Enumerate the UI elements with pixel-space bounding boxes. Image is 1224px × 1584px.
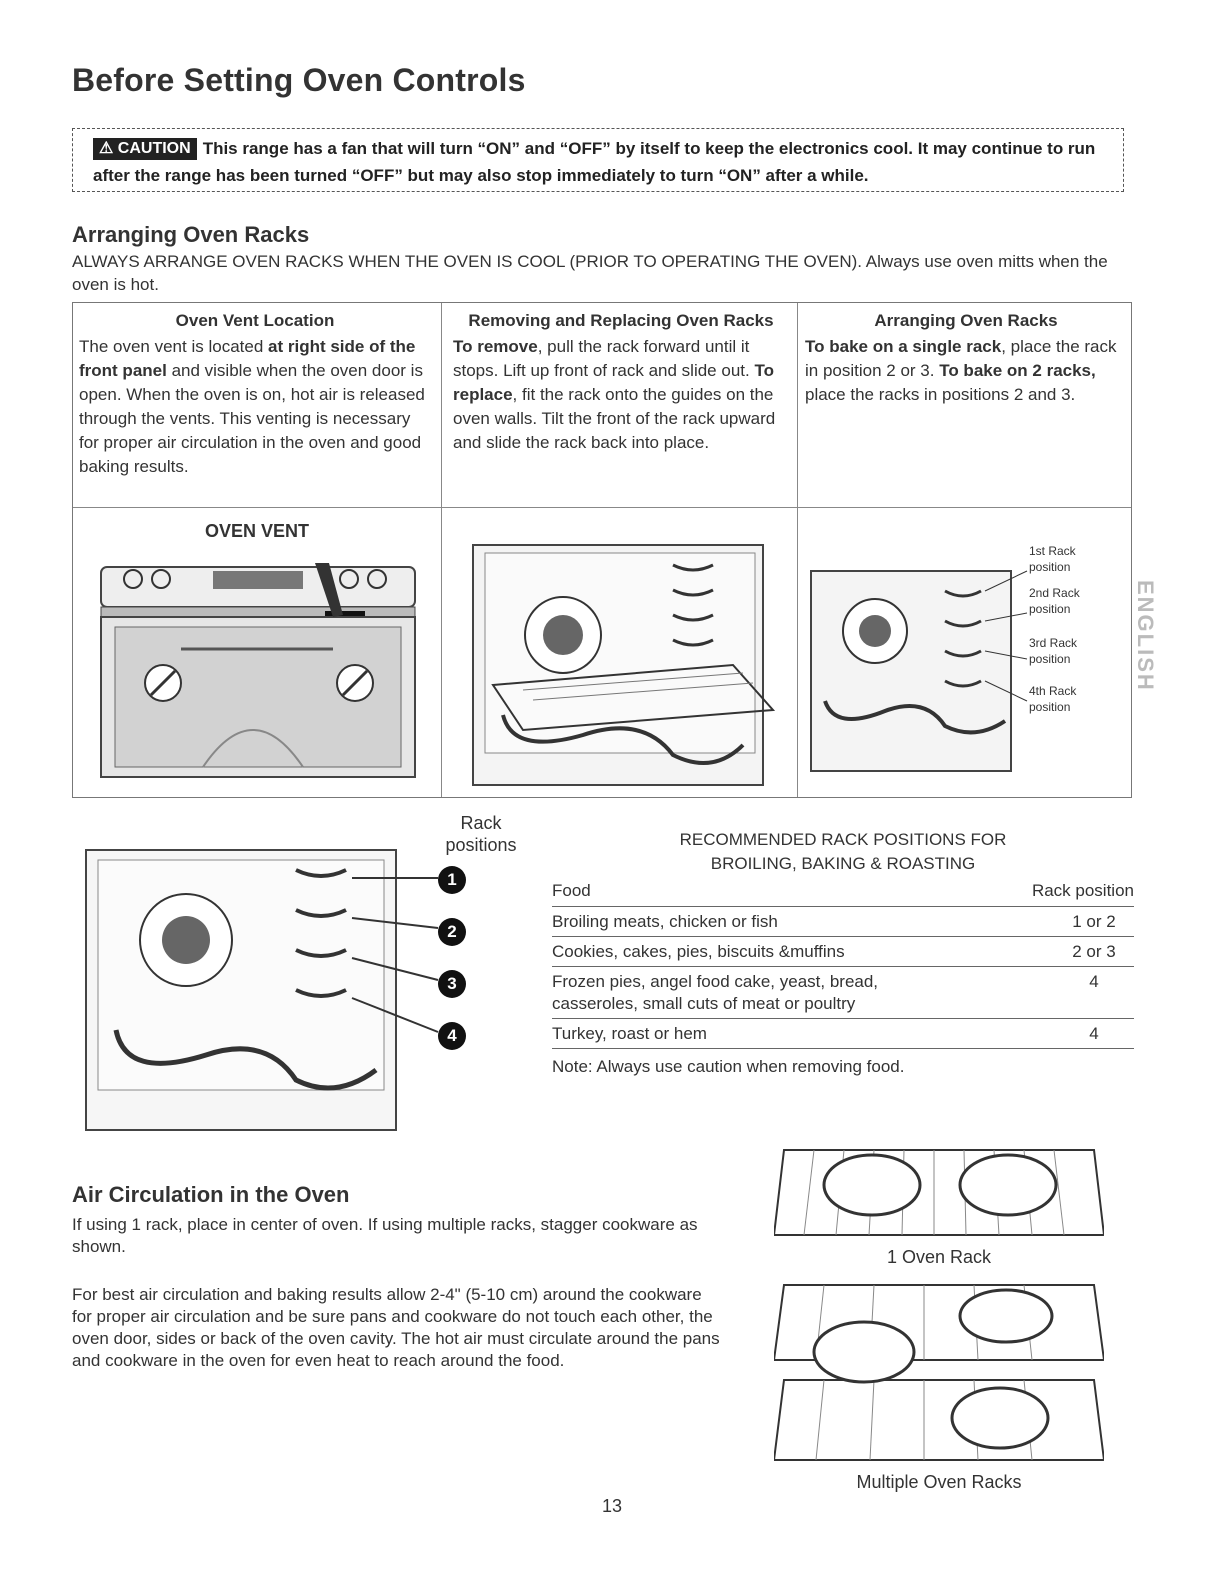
- rack-label-3: 3rd Rack position: [1029, 636, 1078, 666]
- rack-positions-label: [436, 812, 526, 856]
- rack-marker-4: 4: [438, 1022, 466, 1050]
- single-rack-text: , place the rack in position 2 or 3.: [805, 337, 1117, 380]
- rack-marker-1: 1: [438, 866, 466, 894]
- caution-text: This range has a fan that will turn “ON” and “OFF” by itself to keep the electronics cool. It may continue to run after the range has been turned “OFF” but may also stop immediately to turn “ON” after a while.: [93, 139, 1096, 185]
- side-language-tab: ENGLISH: [1133, 580, 1158, 692]
- rack-positions-label-2: positions: [445, 835, 517, 855]
- remove-text: , pull the rack forward until it stops. Lift up front of rack and slide out.: [453, 337, 755, 380]
- table-title-2: BROILING, BAKING & ROASTING: [710, 854, 976, 873]
- vent-location-heading: Oven Vent Location: [175, 311, 335, 330]
- row-food: Turkey, roast or hem: [552, 1024, 707, 1043]
- single-rack-bold: To bake on a single rack: [805, 337, 1002, 356]
- two-racks-bold: To bake on 2 racks,: [939, 361, 1096, 380]
- vent-text-bold: at right side of the front panel: [79, 337, 416, 380]
- arranging-racks-heading: Arranging Oven Racks: [874, 311, 1058, 330]
- row-food: Broiling meats, chicken or fish: [552, 912, 778, 931]
- arranging-racks-cell: [805, 309, 1127, 407]
- arranging-intro: ALWAYS ARRANGE OVEN RACKS WHEN THE OVEN IS COOL (PRIOR TO OPERATING THE OVEN). Always use oven mitts when the oven is hot.: [72, 252, 1108, 294]
- caption-multiple-racks: Multiple Oven Racks: [856, 1472, 1022, 1492]
- air-heading: Air Circulation in the Oven: [72, 1182, 350, 1207]
- table-row: [552, 1019, 1134, 1049]
- table-note: Note: Always use caution when removing food.: [552, 1057, 905, 1076]
- replace-bold: To replace: [453, 361, 774, 404]
- caption-one-rack: 1 Oven Rack: [886, 1247, 992, 1267]
- rack-label-2: 2nd Rack position: [1029, 586, 1080, 616]
- rack-positions-label-1: Rack: [460, 813, 502, 833]
- air-paragraph-1: If using 1 rack, place in center of oven. If using multiple racks, stagger cookware as shown.: [72, 1215, 698, 1256]
- rack-info-grid: [72, 302, 1132, 798]
- table-row: [552, 967, 1134, 1019]
- col-food: Food: [552, 881, 591, 900]
- row-position: 4: [1089, 1024, 1099, 1043]
- row-position: 2 or 3: [1072, 942, 1116, 961]
- vent-text-2: and visible when the oven door is open. When the oven is on, hot air is released through the vents. This venting is necessary for proper air circulation in the oven and good baking results.: [79, 361, 425, 476]
- table-title-1: RECOMMENDED RACK POSITIONS FOR: [679, 830, 1007, 849]
- remove-replace-heading: Removing and Replacing Oven Racks: [468, 311, 774, 330]
- rack-positions-table: [552, 828, 1134, 1077]
- two-racks-text: place the racks in positions 2 and 3.: [805, 385, 1076, 404]
- col-position: Rack position: [1031, 881, 1134, 900]
- vent-location-cell: [79, 309, 431, 479]
- row-food: Frozen pies, angel food cake, yeast, bread, casseroles, small cuts of meat or poultry: [552, 972, 879, 1013]
- oven-vent-illustration: [93, 553, 423, 783]
- table-header: [552, 880, 1134, 907]
- rack-label-4: 4th Rack position: [1029, 684, 1077, 714]
- oven-vent-label: OVEN VENT: [204, 521, 310, 541]
- rack-positions-illustration: [76, 830, 496, 1140]
- row-food: Cookies, cakes, pies, biscuits &muffins: [552, 942, 845, 961]
- page-title: Before Setting Oven Controls: [72, 62, 526, 98]
- table-row: [552, 907, 1134, 937]
- row-position: 4: [1089, 972, 1099, 991]
- remove-bold: To remove: [453, 337, 538, 356]
- one-rack-illustration: [774, 1140, 1104, 1240]
- page-number: 13: [601, 1496, 623, 1516]
- arranging-heading: Arranging Oven Racks: [72, 222, 310, 247]
- caution-badge: ⚠ CAUTION: [93, 138, 197, 160]
- rack-label-1: 1st Rack position: [1029, 544, 1076, 574]
- multiple-racks-illustration: [774, 1280, 1104, 1468]
- replace-text: , fit the rack onto the guides on the oven walls. Tilt the front of the rack upward and slide the rack back into place.: [453, 385, 776, 452]
- row-position: 1 or 2: [1072, 912, 1116, 931]
- air-paragraph-2: For best air circulation and baking results allow 2-4" (5-10 cm) around the cookware for proper air circulation and be sure pans and cookware do not touch each other, the oven door, sides or back of the oven cavity. The hot air must circulate around the pans and cookware in the oven for even heat to reach around the food.: [72, 1285, 720, 1370]
- table-row: [552, 937, 1134, 967]
- rack-marker-2: 2: [438, 918, 466, 946]
- caution-box: [72, 128, 1124, 192]
- remove-replace-cell: [453, 309, 789, 455]
- vent-text-1: The oven vent is located: [79, 337, 269, 356]
- rack-marker-3: 3: [438, 970, 466, 998]
- remove-rack-illustration: [463, 515, 783, 791]
